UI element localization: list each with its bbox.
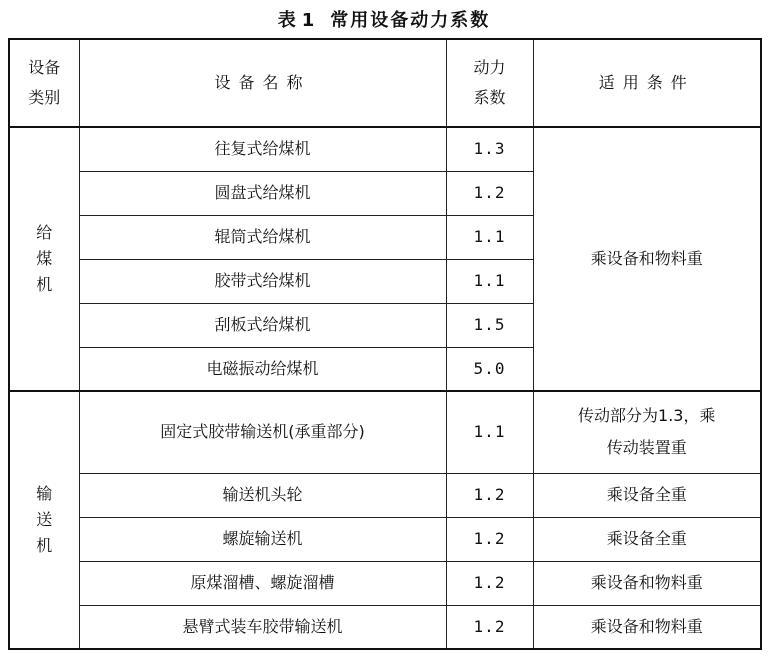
equipment-name: 输送机头轮 — [79, 473, 446, 517]
equipment-name: 刮板式给煤机 — [79, 303, 446, 347]
table-row — [9, 561, 761, 605]
equipment-name: 固定式胶带输送机(承重部分) — [79, 391, 446, 473]
condition-cell: 乘设备和物料重 — [533, 561, 761, 605]
category-cell-conveyor: 输送机 — [9, 391, 79, 649]
equipment-name: 往复式给煤机 — [79, 127, 446, 171]
coefficient-value: 1.1 — [446, 215, 533, 259]
equipment-name: 辊筒式给煤机 — [79, 215, 446, 259]
coefficient-value: 1.1 — [446, 391, 533, 473]
coefficient-value: 1.3 — [446, 127, 533, 171]
coefficient-value: 1.2 — [446, 517, 533, 561]
condition-cell: 乘设备和物料重 — [533, 605, 761, 649]
table-title-number: 1 — [301, 10, 317, 31]
table-row — [9, 391, 761, 473]
category-cell-feeder: 给煤机 — [9, 127, 79, 391]
equipment-name: 胶带式给煤机 — [79, 259, 446, 303]
condition-cell-feeder: 乘设备和物料重 — [533, 127, 761, 391]
table-row — [9, 127, 761, 171]
equipment-name: 悬臂式装车胶带输送机 — [79, 605, 446, 649]
coefficient-table — [8, 38, 762, 650]
coefficient-value: 1.2 — [446, 605, 533, 649]
header-condition: 适用条件 — [533, 39, 761, 127]
header-name: 设备名称 — [79, 39, 446, 127]
coefficient-value: 5.0 — [446, 347, 533, 391]
header-category: 设备类别 — [9, 39, 79, 127]
equipment-name: 螺旋输送机 — [79, 517, 446, 561]
equipment-name: 电磁振动给煤机 — [79, 347, 446, 391]
condition-cell: 乘设备全重 — [533, 517, 761, 561]
header-coefficient: 动力系数 — [446, 39, 533, 127]
condition-cell: 传动部分为1.3，乘传动装置重 — [533, 391, 761, 473]
table-title-text: 常用设备动力系数 — [330, 10, 491, 31]
coefficient-value: 1.2 — [446, 473, 533, 517]
table-row — [9, 517, 761, 561]
equipment-name: 圆盘式给煤机 — [79, 171, 446, 215]
table-title — [0, 6, 768, 32]
coefficient-value: 1.2 — [446, 561, 533, 605]
table-row — [9, 473, 761, 517]
table-header-row — [9, 39, 761, 127]
table-row — [9, 605, 761, 649]
table-title-label: 表 — [277, 10, 298, 31]
coefficient-value: 1.2 — [446, 171, 533, 215]
equipment-name: 原煤溜槽、螺旋溜槽 — [79, 561, 446, 605]
coefficient-value: 1.1 — [446, 259, 533, 303]
condition-cell: 乘设备全重 — [533, 473, 761, 517]
coefficient-value: 1.5 — [446, 303, 533, 347]
